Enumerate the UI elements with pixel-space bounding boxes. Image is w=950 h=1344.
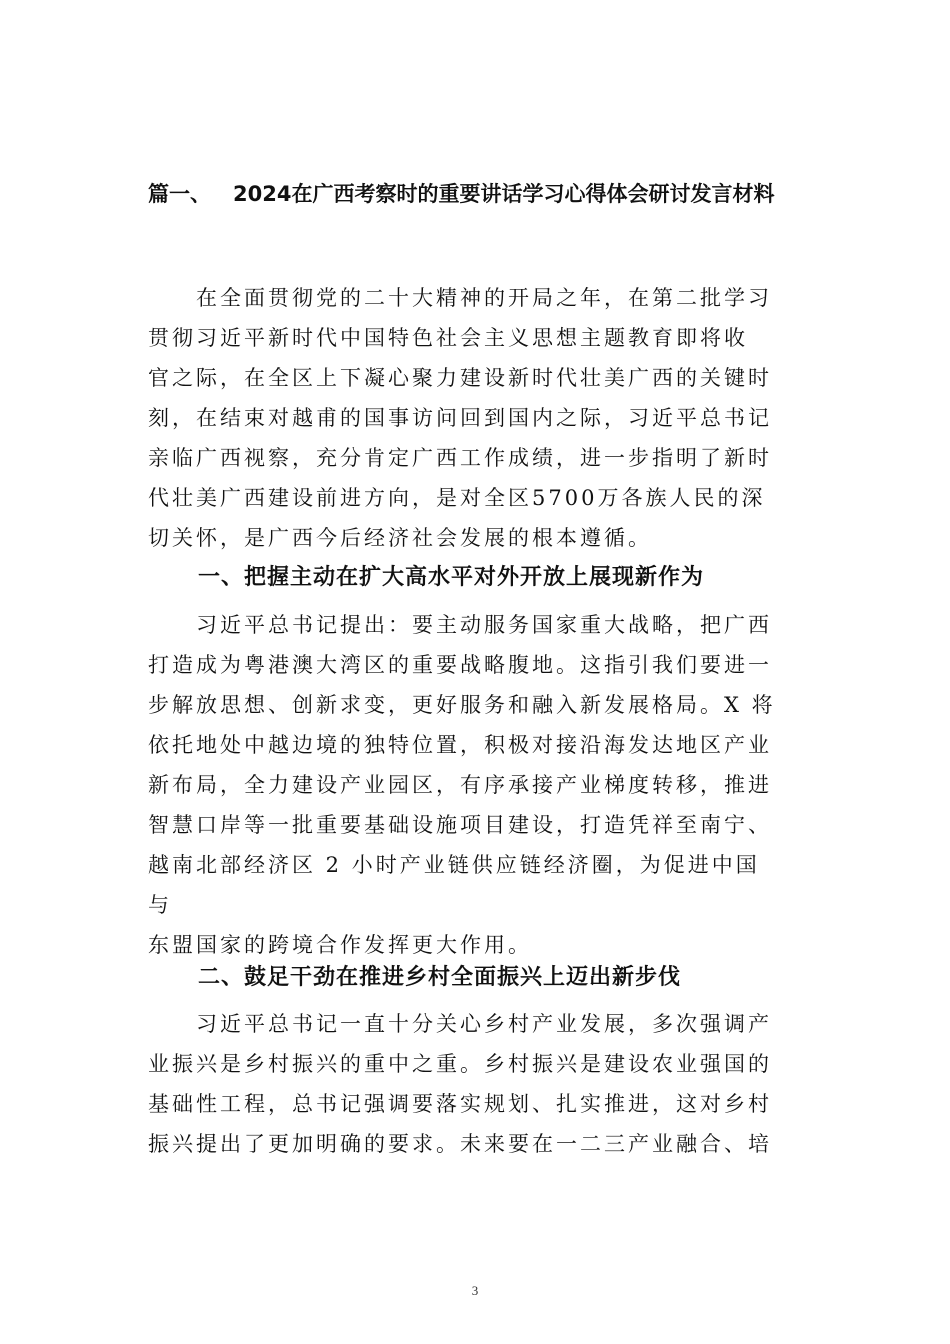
text-line: 与 — [148, 893, 172, 917]
text-line: 基础性工程，总书记强调要落实规划、扎实推进，这对乡村 — [148, 1092, 772, 1116]
text-line: 刻，在结束对越甫的国事访问回到国内之际，习近平总书记 — [148, 406, 772, 430]
text-line: 打造成为粤港澳大湾区的重要战略腹地。这指引我们要进一 — [148, 653, 772, 677]
text-line: 贯彻习近平新时代中国特色社会主义思想主题教育即将收 — [148, 326, 748, 350]
text-line: 智慧口岸等一批重要基础设施项目建设，打造凭祥至南宁、 — [148, 813, 772, 837]
text-line: 依托地处中越边境的独特位置，积极对接沿海发达地区产业 — [148, 733, 772, 757]
title-prefix: 篇一、 — [148, 182, 211, 206]
text-line: 代壮美广西建设前进方向，是对全区5700万各族人民的深 — [148, 486, 766, 510]
text-line: 习近平总书记提出：要主动服务国家重大战略，把广西 — [148, 613, 772, 637]
text-line: 切关怀，是广西今后经济社会发展的根本遵循。 — [148, 526, 652, 550]
text-line: 步解放思想、创新求变，更好服务和融入新发展格局。X 将 — [148, 693, 776, 717]
text-line: 新布局，全力建设产业园区，有序承接产业梯度转移，推进 — [148, 773, 772, 797]
intro-paragraph — [148, 278, 818, 558]
text-line: 振兴提出了更加明确的要求。未来要在一二三产业融合、培 — [148, 1132, 772, 1156]
text-line: 越南北部经济区 2 小时产业链供应链经济圈，为促进中国 — [148, 853, 760, 877]
text-line: 习近平总书记一直十分关心乡村产业发展，多次强调产 — [148, 1012, 772, 1036]
text-line: 亲临广西视察，充分肯定广西工作成绩，进一步指明了新时 — [148, 446, 772, 470]
document-title — [148, 180, 828, 208]
section-heading-2: 二、鼓足干劲在推进乡村全面振兴上迈出新步伐 — [198, 965, 682, 990]
text-line: 官之际，在全区上下凝心聚力建设新时代壮美广西的关键时 — [148, 366, 772, 390]
text-line: 业振兴是乡村振兴的重中之重。乡村振兴是建设农业强国的 — [148, 1052, 772, 1076]
title-main: 2024在广西考察时的重要讲话学习心得体会研讨发言材料 — [233, 182, 775, 206]
text-line: 在全面贯彻党的二十大精神的开局之年，在第二批学习 — [148, 286, 772, 310]
section2-paragraph — [148, 1004, 818, 1164]
page-number: 3 — [471, 1283, 479, 1298]
text-line: 东盟国家的跨境合作发挥更大作用。 — [148, 933, 532, 957]
section-heading-1: 一、把握主动在扩大高水平对外开放上展现新作为 — [198, 565, 705, 590]
section1-paragraph — [148, 605, 818, 965]
